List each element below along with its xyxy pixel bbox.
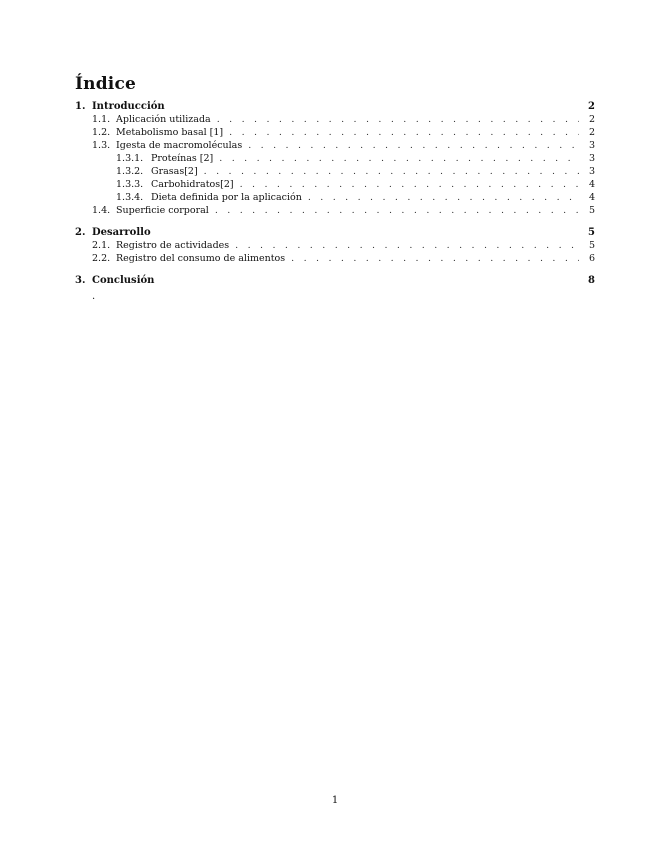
toc-page-number: 5 xyxy=(588,240,595,251)
toc-section-label: Conclusión xyxy=(92,275,155,286)
toc-page-number: 8 xyxy=(588,275,595,286)
toc-item-number: 1.1. xyxy=(92,114,111,125)
toc-item-number: 1.2. xyxy=(92,127,111,138)
toc-section-number: 1. xyxy=(75,101,86,112)
toc-item-number: 1.3. xyxy=(92,140,111,151)
toc-section-conclusion[interactable] xyxy=(75,274,595,287)
trailing-dot: . xyxy=(92,291,96,302)
toc-subitem-carbohidratos[interactable] xyxy=(75,178,595,191)
toc-dot-leader xyxy=(229,126,579,139)
toc-page-number: 4 xyxy=(588,192,595,203)
toc-page-number: 2 xyxy=(588,101,595,112)
toc-page-number: 5 xyxy=(588,227,595,238)
toc-dot-leader xyxy=(219,152,579,165)
toc-subitem-label: Grasas[2] xyxy=(151,166,198,177)
toc-item-label: Metabolismo basal [1] xyxy=(116,127,224,138)
toc-item-label: Registro del consumo de alimentos xyxy=(116,253,286,264)
toc-subitem-number: 1.3.1. xyxy=(116,153,144,164)
toc-item-superficie-corporal[interactable] xyxy=(75,204,595,217)
toc-gap xyxy=(75,265,595,274)
toc-page-number: 3 xyxy=(588,140,595,151)
toc-item-number: 2.2. xyxy=(92,253,111,264)
toc-item-label: Registro de actividades xyxy=(116,240,230,251)
toc-subitem-dieta-definida[interactable] xyxy=(75,191,595,204)
toc-section-label: Introducción xyxy=(92,101,165,112)
toc-page-number: 2 xyxy=(588,114,595,125)
toc-page-number: 5 xyxy=(588,205,595,216)
toc-dot-leader xyxy=(291,252,579,265)
toc-dot-leader xyxy=(240,178,579,191)
toc-subitem-proteinas[interactable] xyxy=(75,152,595,165)
toc-subitem-label: Proteínas [2] xyxy=(151,153,214,164)
toc-item-igesta-macromoleculas[interactable] xyxy=(75,139,595,152)
toc-dot-leader xyxy=(217,113,579,126)
toc-item-number: 1.4. xyxy=(92,205,111,216)
toc-gap xyxy=(75,217,595,226)
toc-subitem-number: 1.3.2. xyxy=(116,166,144,177)
toc-subitem-label: Carbohidratos[2] xyxy=(151,179,234,190)
toc-dot-leader xyxy=(215,204,579,217)
toc-section-label: Desarrollo xyxy=(92,227,151,238)
toc-page-number: 3 xyxy=(588,153,595,164)
toc-dot-leader xyxy=(235,239,579,252)
toc-page-number: 6 xyxy=(588,253,595,264)
toc-item-label: Aplicación utilizada xyxy=(116,114,211,125)
toc-item-number: 2.1. xyxy=(92,240,111,251)
toc-section-number: 3. xyxy=(75,275,86,286)
toc-section-introduccion[interactable] xyxy=(75,100,595,113)
toc-item-label: Igesta de macromoléculas xyxy=(116,140,243,151)
toc-item-metabolismo-basal[interactable] xyxy=(75,126,595,139)
toc-subitem-grasas[interactable] xyxy=(75,165,595,178)
toc-subitem-number: 1.3.3. xyxy=(116,179,144,190)
toc-dot-leader xyxy=(308,191,579,204)
toc-item-registro-actividades[interactable] xyxy=(75,239,595,252)
toc-item-aplicacion-utilizada[interactable] xyxy=(75,113,595,126)
footer-page-number: 1 xyxy=(331,795,339,806)
table-of-contents xyxy=(75,100,595,287)
toc-page-number: 3 xyxy=(588,166,595,177)
toc-item-registro-consumo[interactable] xyxy=(75,252,595,265)
page-title: Índice xyxy=(75,74,137,94)
toc-subitem-number: 1.3.4. xyxy=(116,192,144,203)
toc-subitem-label: Dieta definida por la aplicación xyxy=(151,192,302,203)
toc-item-label: Superficie corporal xyxy=(116,205,209,216)
toc-dot-leader xyxy=(204,165,579,178)
toc-page-number: 4 xyxy=(588,179,595,190)
toc-section-number: 2. xyxy=(75,227,86,238)
toc-section-desarrollo[interactable] xyxy=(75,226,595,239)
toc-page-number: 2 xyxy=(588,127,595,138)
toc-dot-leader xyxy=(248,139,579,152)
